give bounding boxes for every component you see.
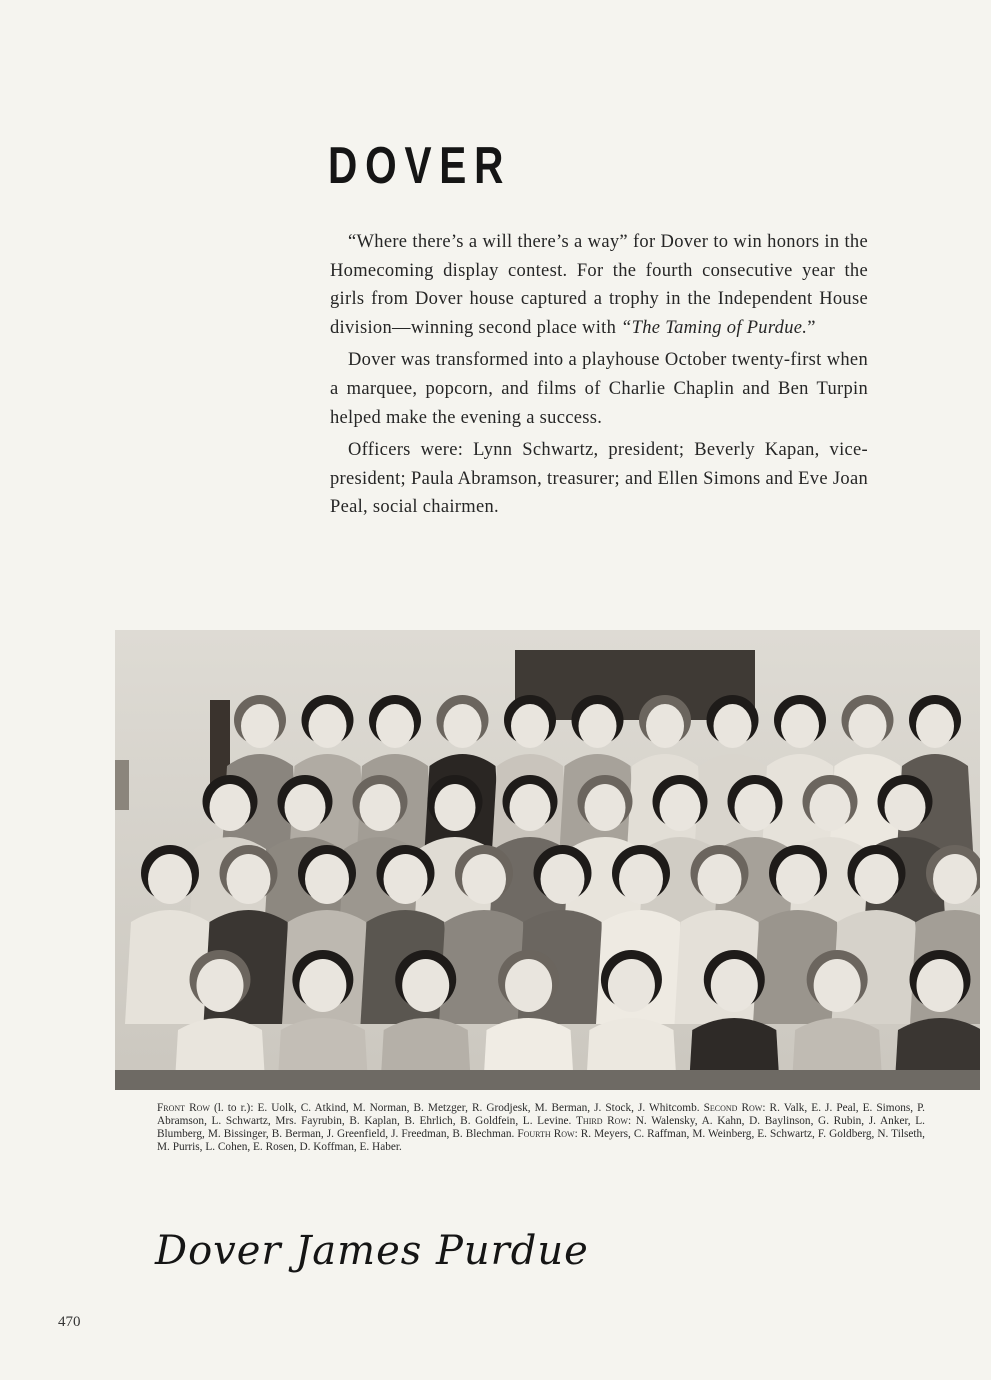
person-face (462, 854, 506, 904)
person-face (511, 704, 549, 748)
person-face (309, 704, 347, 748)
person-face (579, 704, 617, 748)
caption-fourth-names: : R. Meyers, C. Raffman, M. Weinberg, E. Schwartz, F. Goldberg, N. Tilseth, M. Purris, L. Cohen, E. Rosen, D. Koffman, E. Haber. (157, 1128, 925, 1153)
caption-second-label: Second Row (703, 1102, 763, 1114)
group-photo (115, 630, 980, 1090)
person-face (916, 704, 954, 748)
person-face (241, 704, 279, 748)
person-face (608, 959, 655, 1012)
person-face (435, 784, 476, 831)
person-face (933, 854, 977, 904)
display-title: “The Taming of Purdue. (621, 317, 808, 338)
person-face (781, 704, 819, 748)
person-face (776, 854, 820, 904)
person-face (384, 854, 428, 904)
person-face (148, 854, 192, 904)
person-face (619, 854, 663, 904)
person-face (299, 959, 346, 1012)
person-face (646, 704, 684, 748)
house-signature: Dover James Purdue (155, 1228, 589, 1274)
person-face (885, 784, 926, 831)
person-face (541, 854, 585, 904)
person-face (360, 784, 401, 831)
group-photo-illustration (115, 630, 980, 1090)
person-face (810, 784, 851, 831)
person-face (660, 784, 701, 831)
person-face (505, 959, 552, 1012)
paragraph-1-end: ” (807, 317, 816, 338)
person-face (714, 704, 752, 748)
caption-front-names: (l. to r.): E. Uolk, C. Atkind, M. Norman, B. Metzger, R. Grodjesk, M. Berman, J. Stock, J. Whitcomb. (209, 1102, 704, 1114)
person-face (510, 784, 551, 831)
person-face (210, 784, 251, 831)
person-face (735, 784, 776, 831)
paragraph-1-text: “Where there’s a will there’s a way” for Dover to win honors in the Homecoming display contest. For the fourth consecutive year the girls from Dover house captured a trophy in the Independent House division—winning second place with (330, 232, 868, 338)
caption-fourth-label: Fourth Row (517, 1128, 575, 1140)
photo-floor (115, 1070, 980, 1090)
person-face (855, 854, 899, 904)
person-face (849, 704, 887, 748)
person-face (585, 784, 626, 831)
paragraph-1 (330, 228, 868, 342)
person-face (402, 959, 449, 1012)
page-title: DOVER (328, 137, 512, 195)
person-face (227, 854, 271, 904)
person-face (814, 959, 861, 1012)
person-face (698, 854, 742, 904)
paragraph-2: Dover was transformed into a playhouse October twenty-first when a marquee, popcorn, and films of Charlie Chaplin and Ben Turpin helped make the evening a success. (330, 350, 868, 428)
person-face (305, 854, 349, 904)
caption-second-names: : R. Valk, E. J. Peal, E. Simons, P. Abramson, L. Schwartz, Mrs. Fayrubin, B. Kaplan, B. Ehrlich, B. Goldfein, L. Levine. (157, 1102, 926, 1127)
caption-third-label: Third Row (576, 1115, 628, 1127)
photo-caption (157, 1102, 925, 1154)
caption-front-label: Front Row (157, 1102, 210, 1114)
person-face (444, 704, 482, 748)
person-face (376, 704, 414, 748)
person-face (197, 959, 244, 1012)
paragraph-3: Officers were: Lynn Schwartz, president; Beverly Kapan, vice-president; Paula Abramson, treasurer; and Ellen Simons and Eve Joan Peal, social chairmen. (330, 440, 868, 518)
caption-third-names: : N. Walensky, A. Kahn, D. Baylinson, G. Rubin, J. Anker, L. Blumberg, M. Bissinger, B. Berman, J. Greenfield, J. Freedman, B. Blechman. (157, 1115, 925, 1140)
article-body (330, 228, 868, 526)
person-face (711, 959, 758, 1012)
page-number: 470 (58, 1314, 81, 1330)
person-face (917, 959, 964, 1012)
person-face (285, 784, 326, 831)
